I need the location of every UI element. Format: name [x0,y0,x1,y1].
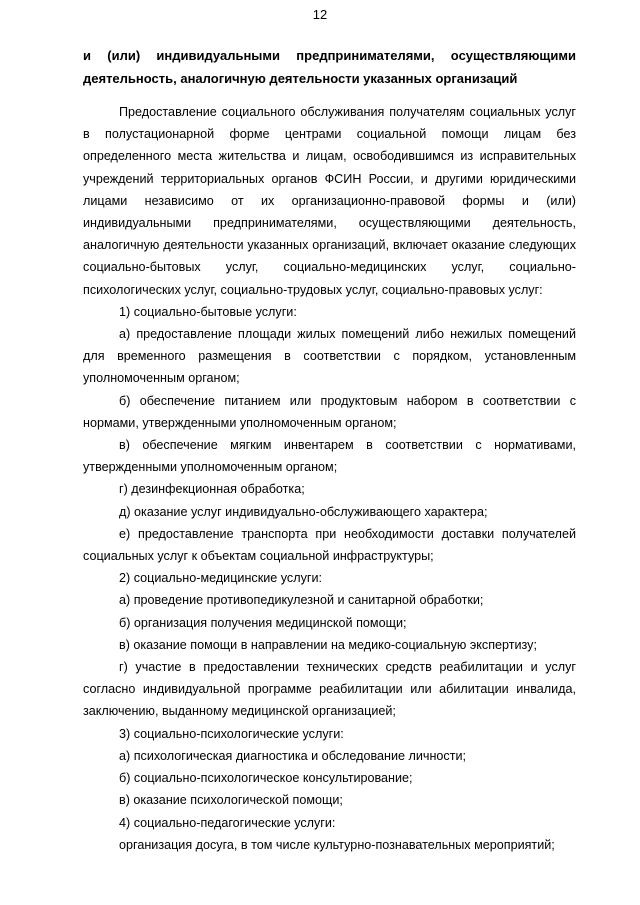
list-item: а) психологическая диагностика и обследование личности; [119,748,467,763]
section-heading: и (или) индивидуальными предпринимателями, осуществляющими деятельность, аналогичную деятельности указанных организаций [83,48,576,86]
list-item: г) дезинфекционная обработка; [119,482,305,497]
list-item: в) оказание психологической помощи; [119,793,343,808]
list-item: б) организация получения медицинской помощи; [119,615,407,630]
list-item: 2) социально-медицинские услуги: [119,571,322,586]
list-item: 3) социально-психологические услуги: [119,726,344,741]
list-item: б) обеспечение питанием или продуктовым набором в соответствии с нормами, утвержденными уполномоченным органом; [83,393,576,430]
list-item: д) оказание услуг индивидуально-обслуживающего характера; [119,504,488,519]
list-item: 1) социально-бытовые услуги: [119,304,297,319]
list-item: организация досуга, в том числе культурно-познавательных мероприятий; [119,837,555,852]
intro-paragraph: Предоставление социального обслуживания получателям социальных услуг в полустационарной форме центрами социальной помощи лицам без определенного места жительства и лицам, освободившимся из исправительных учреждений территориальных органов ФСИН России, и другими юридическими лицами независимо от их организационно-правовой формы и (или) индивидуальными предпринимателями, осуществляющими деятельность, аналогичную деятельности указанных организаций, включает оказание следующих социально-бытовых услуг, социально-медицинских услуг, социально-психологических услуг, социально-трудовых услуг, социально-правовых услуг: [83,105,576,297]
page-number: 12 [312,7,328,22]
list-item: б) социально-психологическое консультирование; [119,771,413,786]
document-body [83,45,576,856]
list-item: а) проведение противопедикулезной и санитарной обработки; [119,593,484,608]
list-item: а) предоставление площади жилых помещений либо нежилых помещений для временного размещения в соответствии с порядком, установленным уполномоченным органом; [83,327,576,386]
list-item: в) обеспечение мягким инвентарем в соответствии с нормативами, утвержденными уполномоченным органом; [83,438,576,475]
list-item: г) участие в предоставлении технических средств реабилитации и услуг согласно индивидуальной программе реабилитации или абилитации инвалида, заключению, выданному медицинской организацией; [83,660,576,719]
list-item: в) оказание помощи в направлении на медико-социальную экспертизу; [119,637,537,652]
list-item: е) предоставление транспорта при необходимости доставки получателей социальных услуг к объектам социальной инфраструктуры; [83,526,576,564]
list-item: 4) социально-педагогические услуги: [119,815,336,830]
